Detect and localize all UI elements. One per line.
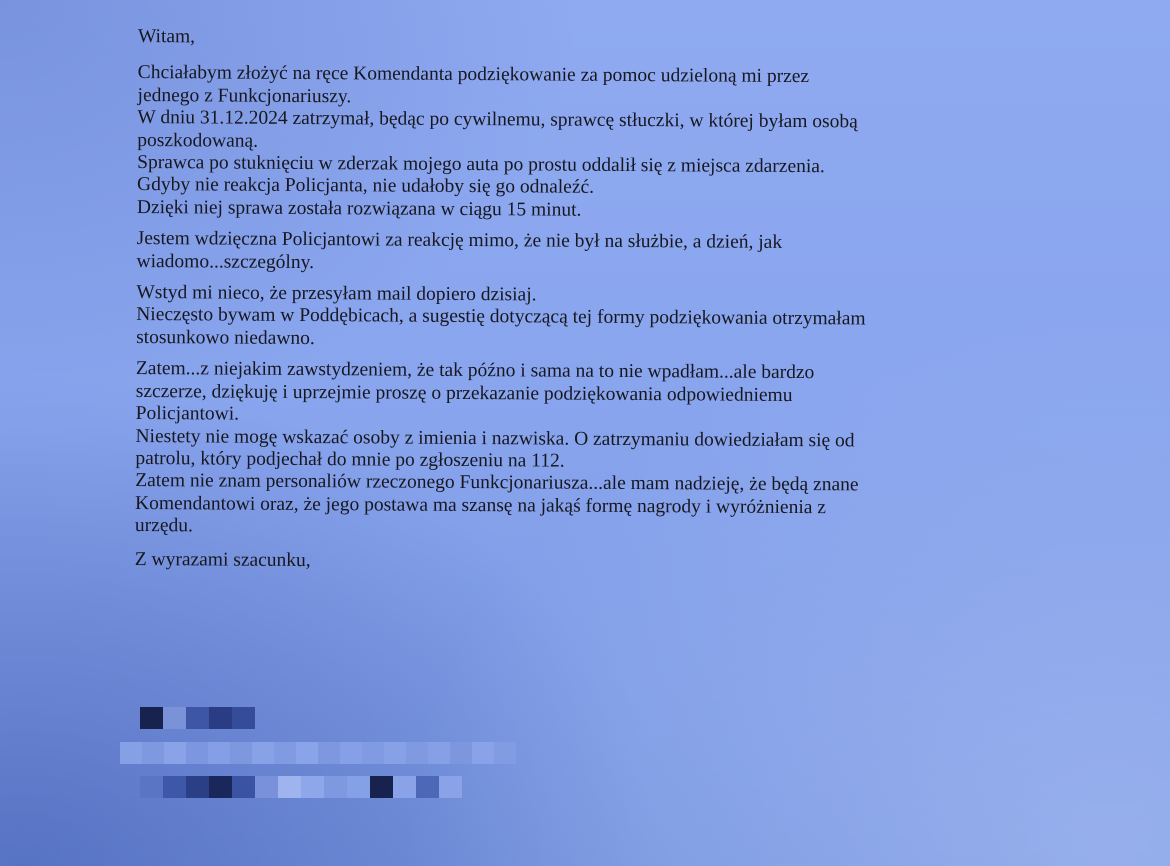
redacted-signature-contact — [140, 776, 462, 798]
letter-line: Wstyd mi nieco, że przesyłam mail dopiero dzisiaj. — [136, 282, 537, 306]
redaction-block — [209, 707, 232, 729]
redaction-block — [296, 742, 318, 764]
letter-line: Jestem wdzięczna Policjantowi za reakcję mimo, że nie był na służbie, a dzień, jak — [136, 228, 783, 254]
letter-greeting: Witam, — [137, 26, 196, 48]
letter-line: Gdyby nie reakcja Policjanta, nie udałoby się go odnaleźć. — [136, 174, 595, 199]
redaction-block — [120, 742, 142, 764]
redaction-block — [324, 776, 347, 798]
redaction-block — [384, 742, 406, 764]
redacted-signature-name — [140, 707, 255, 729]
letter-line: Nieczęsto bywam w Poddębicach, a sugestię dotyczącą tej formy podziękowania otrzymałam — [136, 304, 866, 330]
letter-line: Policjantowi. — [135, 403, 240, 425]
letter-line: Zatem nie znam personaliów rzeczonego Funkcjonariusza...ale mam nadzieję, że będą znane — [135, 470, 859, 496]
letter-line: Komendantowi oraz, że jego postawa ma szansę na jakąś formę nagrody i wyróżnienia z — [135, 492, 827, 518]
letter-line: Zatem...z niejakim zawstydzeniem, że tak późno i sama na to nie wpadłam...ale bardzo — [135, 358, 815, 384]
redaction-block — [142, 742, 164, 764]
redaction-block — [230, 742, 252, 764]
redaction-block — [450, 742, 472, 764]
redaction-block — [340, 742, 362, 764]
letter-line: jednego z Funkcjonariuszy. — [137, 84, 352, 108]
redaction-block — [406, 742, 428, 764]
redaction-block — [362, 742, 384, 764]
letter-line: patrolu, który podjechał do mnie po zgłoszeniu na 112. — [135, 447, 565, 472]
redaction-block — [472, 742, 494, 764]
redaction-block — [428, 742, 450, 764]
redaction-block — [494, 742, 516, 764]
letter-line: Chciałabym złożyć na ręce Komendanta podziękowanie za pomoc udzieloną mi przez — [137, 62, 810, 88]
letter-closing: Z wyrazami szacunku, — [134, 548, 311, 571]
redaction-block — [232, 707, 255, 729]
redaction-block — [163, 776, 186, 798]
redaction-block — [186, 776, 209, 798]
redaction-block — [163, 707, 186, 729]
redaction-block — [301, 776, 324, 798]
redaction-block — [393, 776, 416, 798]
letter-line: poszkodowaną. — [137, 129, 259, 152]
redaction-block — [252, 742, 274, 764]
letter-line: szczerze, dziękuję i uprzejmie proszę o przekazanie podziękowania odpowiedniemu — [135, 380, 793, 406]
letter-body — [135, 26, 1098, 577]
redaction-block — [140, 707, 163, 729]
redaction-block — [278, 776, 301, 798]
redaction-block — [140, 776, 163, 798]
redaction-block — [208, 742, 230, 764]
redaction-block — [232, 776, 255, 798]
letter-line: Dzięki niej sprawa została rozwiązana w ciągu 15 minut. — [136, 196, 582, 221]
letter-line: W dniu 31.12.2024 zatrzymał, będąc po cywilnemu, sprawcę stłuczki, w której byłam osobą — [137, 107, 858, 133]
redaction-block — [439, 776, 462, 798]
redaction-block — [186, 707, 209, 729]
redacted-signature-line — [120, 742, 516, 764]
redaction-block — [164, 742, 186, 764]
letter-line: Sprawca po stuknięciu w zderzak mojego auta po prostu oddalił się z miejsca zdarzenia. — [137, 152, 825, 178]
letter-line: wiadomo...szczególny. — [136, 250, 315, 273]
letter-line: stosunkowo niedawno. — [136, 326, 315, 349]
redaction-block — [255, 776, 278, 798]
redaction-block — [347, 776, 370, 798]
redaction-block — [416, 776, 439, 798]
redaction-block — [318, 742, 340, 764]
letter-line: urzędu. — [134, 515, 193, 537]
letter-line: Niestety nie mogę wskazać osoby z imienia i nazwiska. O zatrzymaniu dowiedziałam się od — [135, 425, 855, 451]
redaction-block — [209, 776, 232, 798]
redaction-block — [274, 742, 296, 764]
redaction-block — [370, 776, 393, 798]
redaction-block — [186, 742, 208, 764]
